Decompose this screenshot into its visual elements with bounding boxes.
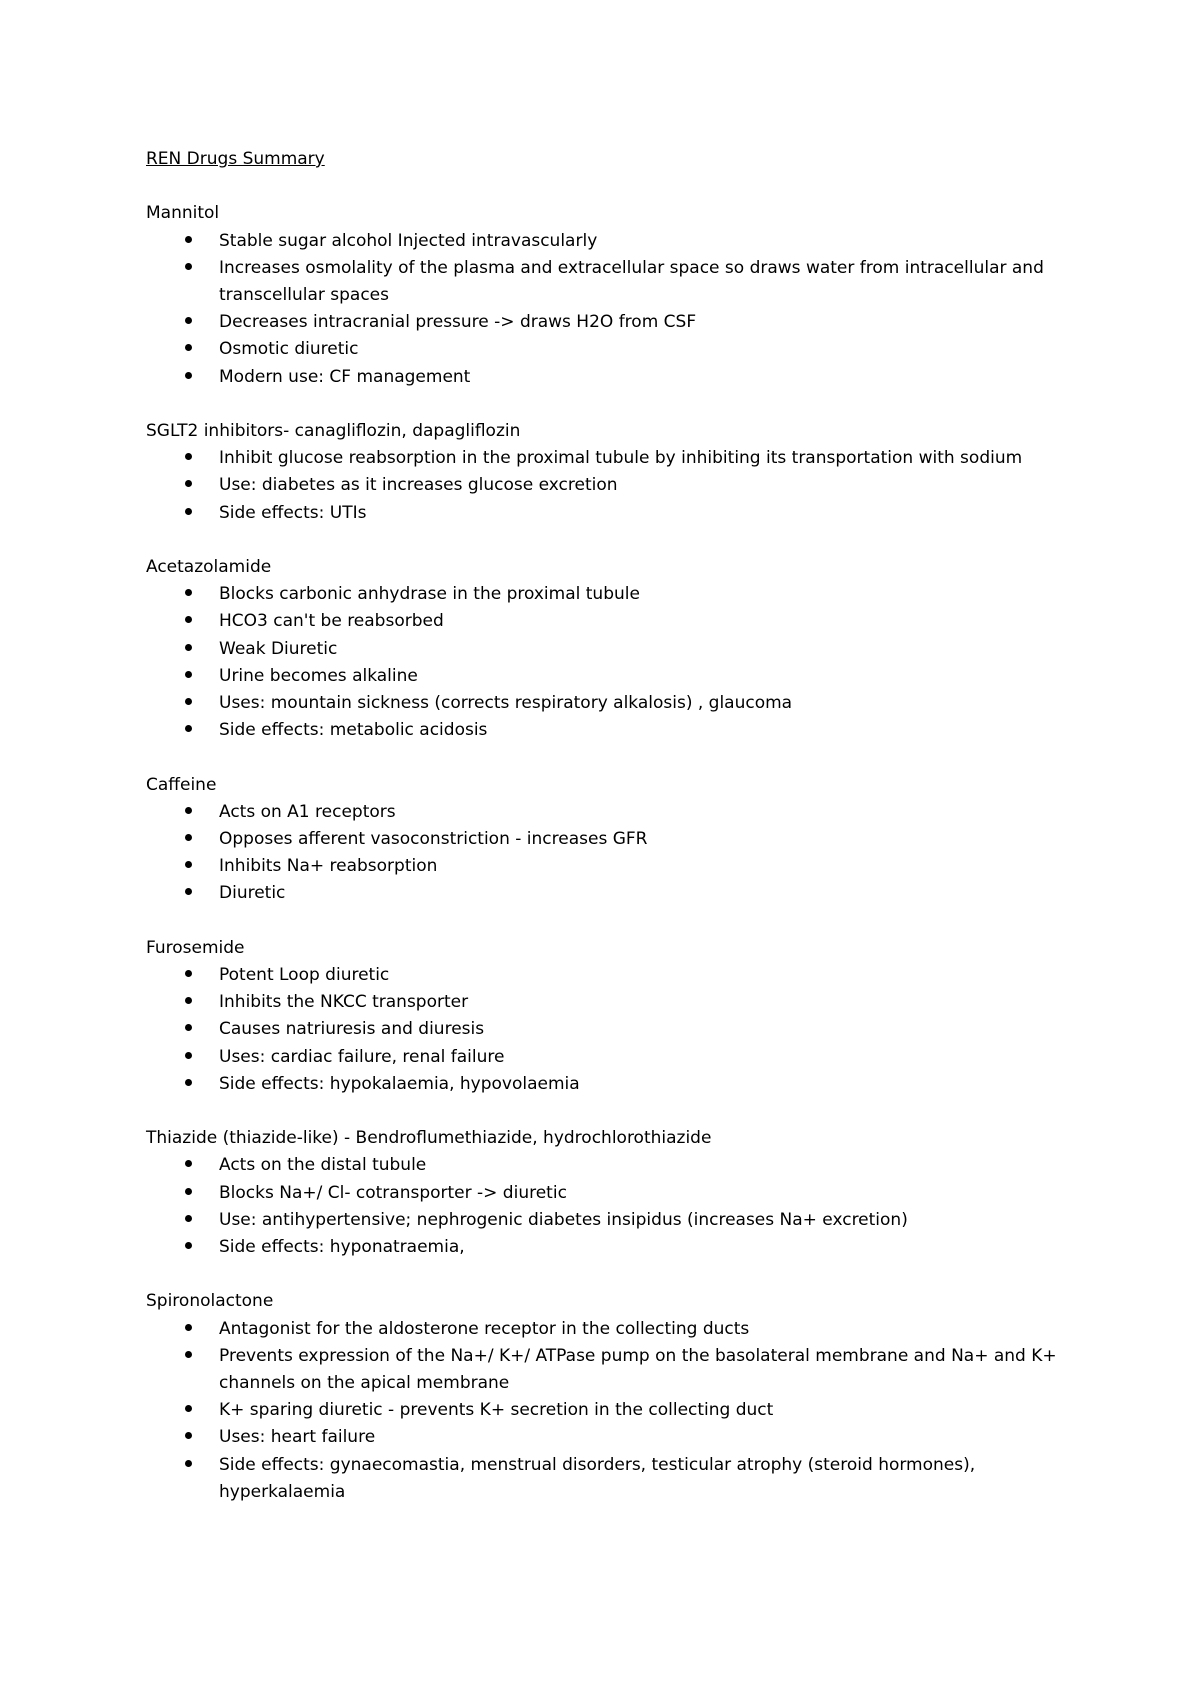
list-item [146, 1397, 1066, 1424]
bullet-icon [185, 834, 192, 841]
list-item-text: Use: diabetes as it increases glucose excretion [219, 475, 618, 496]
bullet-icon [185, 970, 192, 977]
bullet-icon [185, 644, 192, 651]
drug-section-furosemide [146, 935, 1066, 1098]
bullet-icon [185, 698, 192, 705]
list-item-text: Inhibits Na+ reabsorption [219, 856, 438, 877]
list-item-text: Side effects: gynaecomastia, menstrual disorders, testicular atrophy (steroid hormones), hyperkalaemia [219, 1454, 976, 1502]
list-item [146, 1152, 1066, 1179]
list-item [146, 1316, 1066, 1343]
list-item [146, 608, 1066, 635]
list-item [146, 309, 1066, 336]
list-item [146, 1452, 1066, 1506]
list-item-text: Side effects: hypokalaemia, hypovolaemia [219, 1073, 580, 1094]
bullet-list [146, 1152, 1066, 1261]
list-item [146, 581, 1066, 608]
list-item [146, 690, 1066, 717]
list-item-text: HCO3 can't be reabsorbed [219, 611, 444, 632]
bullet-icon [185, 1024, 192, 1031]
drug-section-thiazide [146, 1125, 1066, 1261]
list-item [146, 445, 1066, 472]
drug-section-spironolactone [146, 1288, 1066, 1506]
list-item-text: Uses: heart failure [219, 1427, 376, 1448]
list-item-text: Urine becomes alkaline [219, 665, 418, 686]
list-item-text: Side effects: metabolic acidosis [219, 720, 488, 741]
list-item [146, 228, 1066, 255]
bullet-icon [185, 480, 192, 487]
bullet-icon [185, 725, 192, 732]
list-item-text: K+ sparing diuretic - prevents K+ secretion in the collecting duct [219, 1400, 774, 1421]
list-item [146, 799, 1066, 826]
bullet-icon [185, 616, 192, 623]
list-item-text: Uses: mountain sickness (corrects respiratory alkalosis) , glaucoma [219, 693, 793, 714]
list-item [146, 364, 1066, 391]
list-item-text: Blocks Na+/ Cl- cotransporter -> diuretic [219, 1182, 567, 1203]
bullet-list [146, 581, 1066, 744]
drug-section-mannitol [146, 200, 1066, 390]
section-heading: Caffeine [146, 774, 217, 795]
list-item-text: Acts on A1 receptors [219, 801, 396, 822]
list-item [146, 1343, 1066, 1397]
list-item-text: Acts on the distal tubule [219, 1155, 427, 1176]
list-item-text: Modern use: CF management [219, 366, 471, 387]
list-item-text: Diuretic [219, 883, 286, 904]
list-item [146, 636, 1066, 663]
bullet-icon [185, 508, 192, 515]
bullet-icon [185, 1079, 192, 1086]
bullet-icon [185, 671, 192, 678]
list-item [146, 472, 1066, 499]
list-item [146, 989, 1066, 1016]
bullet-icon [185, 1432, 192, 1439]
bullet-icon [185, 861, 192, 868]
bullet-icon [185, 263, 192, 270]
bullet-icon [185, 1405, 192, 1412]
list-item-text: Decreases intracranial pressure -> draws H2O from CSF [219, 312, 697, 333]
document-title: REN Drugs Summary [146, 149, 325, 169]
list-item-text: Stable sugar alcohol Injected intravascularly [219, 230, 598, 251]
section-heading: Furosemide [146, 937, 245, 958]
list-item-text: Inhibit glucose reabsorption in the proximal tubule by inhibiting its transportation with sodium [219, 448, 1023, 469]
bullet-icon [185, 1188, 192, 1195]
section-heading: SGLT2 inhibitors- canagliflozin, dapagliflozin [146, 421, 521, 441]
bullet-icon [185, 372, 192, 379]
list-item [146, 880, 1066, 907]
list-item [146, 255, 1066, 309]
bullet-icon [185, 1052, 192, 1059]
list-item-text: Blocks carbonic anhydrase in the proximal tubule [219, 584, 640, 605]
list-item [146, 1234, 1066, 1261]
section-heading: Spironolactone [146, 1291, 274, 1312]
bullet-list [146, 799, 1066, 908]
list-item-text: Uses: cardiac failure, renal failure [219, 1046, 505, 1067]
section-heading: Thiazide (thiazide-like) - Bendroflumethiazide, hydrochlorothiazide [146, 1128, 712, 1149]
list-item [146, 853, 1066, 880]
list-item-text: Opposes afferent vasoconstriction - increases GFR [219, 829, 648, 850]
list-item-text: Side effects: UTIs [219, 502, 367, 523]
list-item [146, 1071, 1066, 1098]
list-item-text: Osmotic diuretic [219, 339, 359, 360]
bullet-icon [185, 236, 192, 243]
bullet-icon [185, 589, 192, 596]
list-item-text: Potent Loop diuretic [219, 965, 390, 986]
bullet-icon [185, 453, 192, 460]
bullet-icon [185, 1215, 192, 1222]
bullet-icon [185, 1160, 192, 1167]
list-item [146, 717, 1066, 744]
bullet-icon [185, 317, 192, 324]
bullet-icon [185, 1460, 192, 1467]
list-item-text: Weak Diuretic [219, 638, 338, 659]
list-item [146, 500, 1066, 527]
bullet-icon [185, 997, 192, 1004]
bullet-icon [185, 1351, 192, 1358]
section-heading: Mannitol [146, 203, 220, 224]
list-item-text: Side effects: hyponatraemia, [219, 1237, 465, 1258]
list-item-text: Causes natriuresis and diuresis [219, 1019, 485, 1040]
bullet-list [146, 1316, 1066, 1506]
drug-section-acetazolamide [146, 554, 1066, 744]
list-item [146, 826, 1066, 853]
list-item-text: Inhibits the NKCC transporter [219, 992, 469, 1013]
list-item [146, 1180, 1066, 1207]
document-body [146, 146, 1066, 1533]
list-item-text: Increases osmolality of the plasma and extracellular space so draws water from intracellular and transcellular spaces [219, 257, 1044, 305]
bullet-icon [185, 1242, 192, 1249]
list-item [146, 1044, 1066, 1071]
list-item [146, 1424, 1066, 1451]
bullet-list [146, 228, 1066, 391]
list-item-text: Antagonist for the aldosterone receptor in the collecting ducts [219, 1318, 750, 1339]
bullet-icon [185, 344, 192, 351]
bullet-icon [185, 1324, 192, 1331]
bullet-list [146, 962, 1066, 1098]
bullet-icon [185, 888, 192, 895]
list-item [146, 663, 1066, 690]
drug-section-caffeine [146, 772, 1066, 908]
list-item-text: Prevents expression of the Na+/ K+/ ATPase pump on the basolateral membrane and Na+ and K+ channels on the apical membrane [219, 1345, 1057, 1394]
list-item [146, 336, 1066, 363]
drug-section-sglt2-inhibitors [146, 418, 1066, 527]
list-item-text: Use: antihypertensive; nephrogenic diabetes insipidus (increases Na+ excretion) [219, 1209, 908, 1230]
list-item [146, 1016, 1066, 1043]
list-item [146, 1207, 1066, 1234]
section-heading: Acetazolamide [146, 557, 272, 577]
bullet-list [146, 445, 1066, 527]
bullet-icon [185, 807, 192, 814]
list-item [146, 962, 1066, 989]
